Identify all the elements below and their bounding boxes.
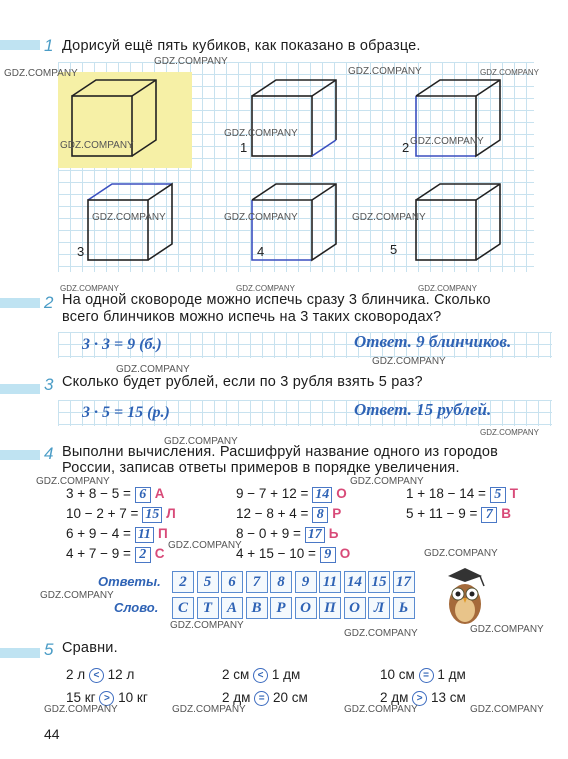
compare-right: 10 кг (118, 690, 148, 705)
example-expr: 5 + 11 − 9 = (406, 506, 478, 521)
watermark: GDZ.COMPANY (470, 704, 544, 715)
answers-label: Ответы. (98, 574, 161, 589)
task3-text: Сколько будет рублей, если по 3 рубля взять 5 раз? (62, 374, 423, 390)
watermark: GDZ.COMPANY (172, 704, 246, 715)
example-letter: О (339, 546, 351, 561)
watermark: GDZ.COMPANY (36, 476, 110, 487)
watermark: GDZ.COMPANY (424, 548, 498, 559)
watermark: GDZ.COMPANY (60, 284, 119, 293)
example-expr: 9 − 7 + 12 = (236, 486, 309, 501)
watermark: GDZ.COMPANY (168, 540, 242, 551)
task2-solution: 3 · 3 = 9 (б.) (82, 336, 162, 353)
example-letter: А (154, 486, 165, 501)
example-answer: 6 (135, 487, 151, 503)
cube-5 (416, 184, 500, 260)
compare-right: 13 см (430, 690, 466, 705)
owl-illustration (440, 566, 490, 628)
compare-sign: > (412, 691, 427, 706)
watermark: GDZ.COMPANY (480, 428, 539, 437)
watermark: GDZ.COMPANY (352, 212, 426, 223)
answer-box: 6 (221, 571, 243, 593)
word-letter-box: А (221, 597, 243, 619)
compare-left: 2 см (222, 667, 250, 682)
task2-line1: На одной сковороде можно испечь сразу 3 блинчика. Сколько (62, 292, 491, 308)
watermark: GDZ.COMPANY (92, 212, 166, 223)
example-answer: 11 (135, 527, 154, 543)
watermark: GDZ.COMPANY (44, 704, 118, 715)
compare-sign: = (419, 668, 434, 683)
example-answer: 8 (312, 507, 328, 523)
watermark: GDZ.COMPANY (170, 620, 244, 631)
answer-box: 9 (295, 571, 317, 593)
example-row (66, 486, 164, 503)
compare-left: 15 кг (66, 690, 96, 705)
task5-text: Сравни. (62, 640, 118, 656)
watermark: GDZ.COMPANY (418, 284, 477, 293)
cube-label-3: 3 (77, 244, 85, 259)
example-row (406, 486, 518, 503)
example-row (66, 526, 168, 543)
watermark: GDZ.COMPANY (164, 436, 238, 447)
compare-item (66, 667, 134, 683)
task4-number: 4 (44, 444, 54, 463)
compare-left: 10 см (380, 667, 415, 682)
example-row (66, 506, 176, 523)
example-row (406, 506, 511, 523)
task4-tab (0, 450, 40, 460)
watermark: GDZ.COMPANY (224, 212, 298, 223)
word-letter-box: О (344, 597, 366, 619)
example-answer: 2 (135, 547, 151, 563)
task2-line2: всего блинчиков можно испечь на 3 таких сковородах? (62, 309, 442, 325)
task4-line1: Выполни вычисления. Расшифруй название одного из городов (62, 444, 499, 460)
task1-number: 1 (44, 36, 54, 55)
example-letter: С (154, 546, 165, 561)
watermark: GDZ.COMPANY (344, 704, 418, 715)
example-letter: Р (332, 506, 342, 521)
example-answer: 9 (320, 547, 336, 563)
cube-label-1: 1 (240, 140, 248, 155)
compare-left: 2 дм (222, 690, 251, 705)
watermark: GDZ.COMPANY (372, 356, 446, 367)
compare-left: 2 дм (380, 690, 409, 705)
example-letter: Л (166, 506, 176, 521)
cube-label-5: 5 (390, 242, 398, 257)
example-row (236, 546, 350, 563)
example-answer: 15 (142, 507, 162, 523)
example-letter: О (336, 486, 347, 501)
word-letter-box: Ь (393, 597, 415, 619)
example-answer: 17 (305, 527, 325, 543)
example-row (236, 506, 341, 523)
word-letter-box: О (295, 597, 317, 619)
example-expr: 4 + 15 − 10 = (236, 546, 316, 561)
watermark: GDZ.COMPANY (350, 476, 424, 487)
word-letter-box: Р (270, 597, 292, 619)
compare-right: 1 дм (437, 667, 466, 682)
compare-sign: > (99, 691, 114, 706)
answer-box: 11 (319, 571, 341, 593)
task5-tab (0, 648, 40, 658)
page-number: 44 (44, 726, 60, 742)
example-expr: 1 + 18 − 14 = (406, 486, 486, 501)
answer-box: 5 (197, 571, 219, 593)
task3-number: 3 (44, 375, 54, 394)
watermark: GDZ.COMPANY (410, 136, 484, 147)
watermark: GDZ.COMPANY (480, 68, 539, 77)
example-expr: 8 − 0 + 9 = (236, 526, 301, 541)
watermark: GDZ.COMPANY (224, 128, 298, 139)
compare-item (222, 667, 300, 683)
word-label: Слово. (114, 600, 159, 615)
watermark: GDZ.COMPANY (348, 66, 422, 77)
example-expr: 10 − 2 + 7 = (66, 506, 139, 521)
watermark: GDZ.COMPANY (116, 364, 190, 375)
watermark: GDZ.COMPANY (470, 624, 544, 635)
compare-right: 1 дм (271, 667, 301, 682)
example-letter: Ь (328, 526, 339, 541)
answer-box: 2 (172, 571, 194, 593)
compare-right: 20 см (272, 690, 308, 705)
example-row (66, 546, 164, 563)
task2-number: 2 (44, 293, 54, 312)
answer-box: 14 (344, 571, 366, 593)
task3-tab (0, 384, 40, 394)
task5-number: 5 (44, 640, 54, 659)
watermark: GDZ.COMPANY (236, 284, 295, 293)
example-answer: 14 (312, 487, 332, 503)
example-answer: 7 (481, 507, 497, 523)
task1-text: Дорисуй ещё пять кубиков, как показано в образце. (62, 38, 421, 54)
answer-box: 15 (368, 571, 390, 593)
cube-label-4: 4 (257, 244, 265, 259)
compare-sign: < (253, 668, 268, 683)
word-letter-box: Т (197, 597, 219, 619)
answer-box: 17 (393, 571, 415, 593)
watermark: GDZ.COMPANY (344, 628, 418, 639)
example-answer: 5 (490, 487, 506, 503)
example-letter: В (501, 506, 511, 521)
example-expr: 12 − 8 + 4 = (236, 506, 309, 521)
compare-item (380, 667, 466, 683)
word-letter-box: В (246, 597, 268, 619)
example-expr: 6 + 9 − 4 = (66, 526, 131, 541)
example-letter: Т (509, 486, 518, 501)
answer-box: 7 (246, 571, 268, 593)
cube-label-2: 2 (402, 140, 410, 155)
compare-right: 12 л (107, 667, 135, 682)
task3-solution: 3 · 5 = 15 (р.) (82, 404, 170, 421)
example-row (236, 486, 347, 503)
watermark: GDZ.COMPANY (40, 590, 114, 601)
task2-tab (0, 298, 40, 308)
task2-answer: Ответ. 9 блинчиков. (354, 332, 512, 351)
compare-left: 2 л (66, 667, 86, 682)
cube-1 (252, 80, 336, 156)
compare-sign: < (89, 668, 104, 683)
compare-sign: = (254, 691, 269, 706)
watermark: GDZ.COMPANY (60, 140, 134, 151)
word-letter-box: П (319, 597, 341, 619)
word-letter-box: С (172, 597, 194, 619)
task4-line2: России, записав ответы примеров в порядке увеличения. (62, 460, 460, 476)
task3-answer: Ответ. 15 рублей. (354, 400, 492, 419)
word-letter-box: Л (368, 597, 390, 619)
watermark: GDZ.COMPANY (154, 56, 228, 67)
answer-box: 8 (270, 571, 292, 593)
example-expr: 3 + 8 − 5 = (66, 486, 131, 501)
example-row (236, 526, 338, 543)
example-expr: 4 + 7 − 9 = (66, 546, 131, 561)
example-letter: П (157, 526, 168, 541)
watermark: GDZ.COMPANY (4, 68, 78, 79)
